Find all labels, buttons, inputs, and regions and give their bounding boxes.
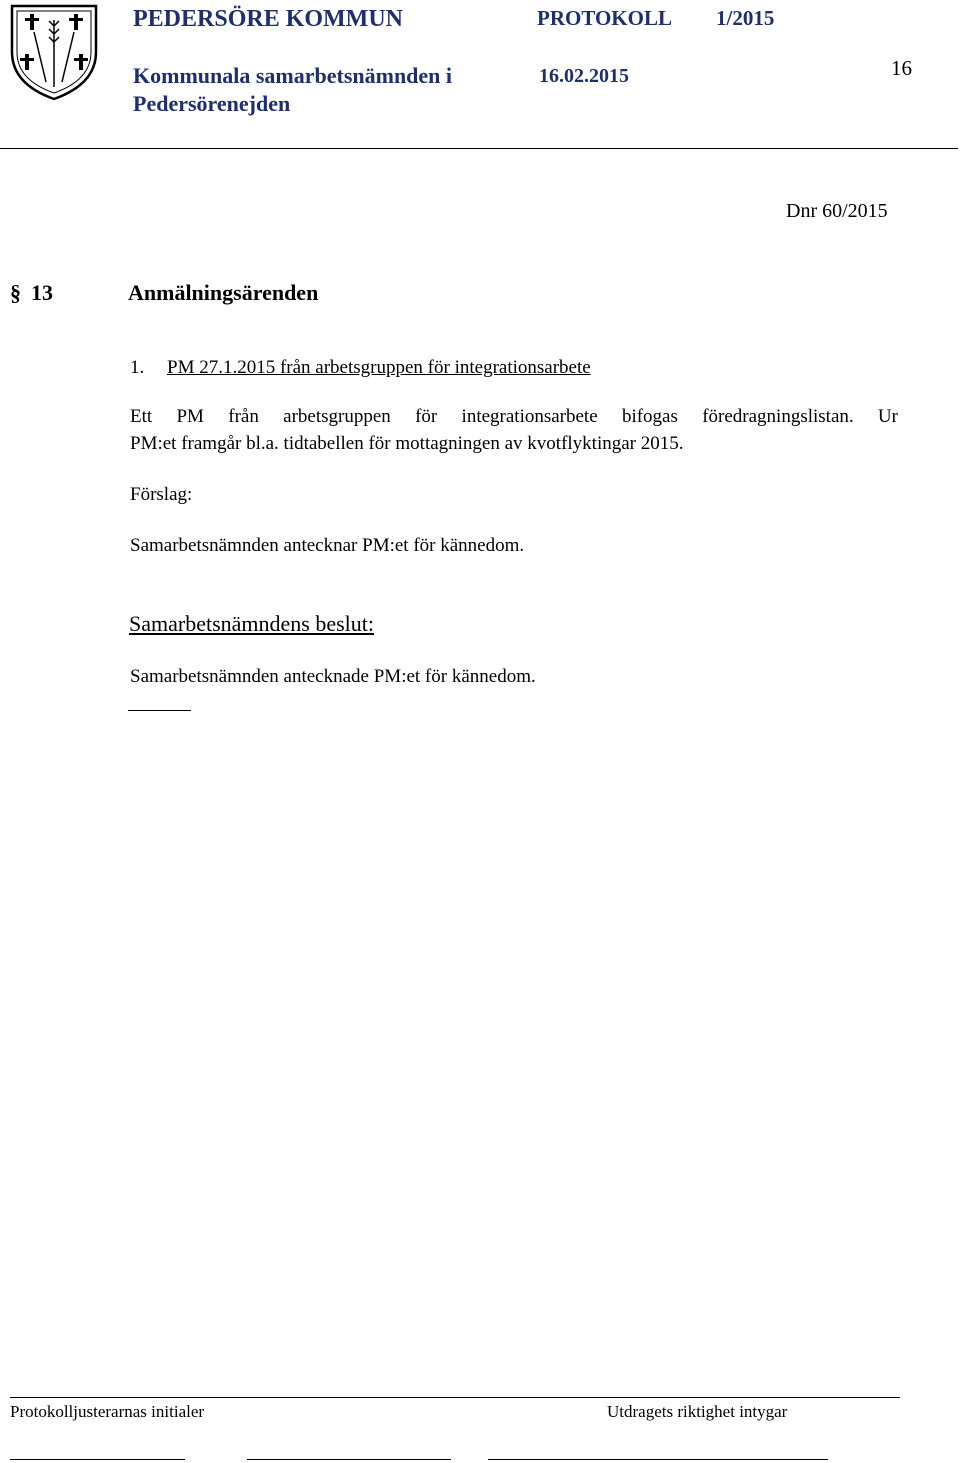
coat-of-arms-logo <box>8 2 100 102</box>
initials-signature-line-2 <box>247 1459 451 1460</box>
municipality-name: PEDERSÖRE KOMMUN <box>133 6 403 32</box>
footer-left-label: Protokolljusterarnas initialer <box>10 1402 205 1421</box>
item-number: 1. <box>130 357 145 378</box>
page-number: 16 <box>891 56 912 80</box>
footer-divider <box>10 1397 900 1398</box>
section-title: Anmälningsärenden <box>128 280 319 305</box>
section-symbol: § <box>10 280 21 305</box>
protocol-number: 1/2015 <box>716 6 775 30</box>
header-divider <box>0 148 958 149</box>
document-type: PROTOKOLL <box>537 6 672 30</box>
proposal-label: Förslag: <box>130 484 193 505</box>
case-dnr: Dnr 60/2015 <box>786 200 888 222</box>
item-body-line1: Ett PM från arbetsgruppen för integrationsarbete bifogas föredragningslistan. Ur <box>130 406 898 427</box>
item-title: PM 27.1.2015 från arbetsgruppen för integrationsarbete <box>167 357 591 378</box>
decision-text: Samarbetsnämnden antecknade PM:et för kännedom. <box>130 666 536 687</box>
decision-label: Samarbetsnämndens beslut: <box>129 611 375 636</box>
body-name-line2: Pedersörenejden <box>133 91 291 116</box>
section-number: 13 <box>31 280 53 305</box>
proposal-text: Samarbetsnämnden antecknar PM:et för kännedom. <box>130 535 525 556</box>
initials-signature-line-1 <box>10 1459 185 1460</box>
attestation-signature-line <box>488 1459 828 1460</box>
body-name-line1: Kommunala samarbetsnämnden i <box>133 63 453 88</box>
item-body-line2: PM:et framgår bl.a. tidtabellen för mottagningen av kvotflyktingar 2015. <box>130 433 684 454</box>
end-mark-line <box>128 710 191 711</box>
footer-right-label: Utdragets riktighet intygar <box>607 1402 788 1421</box>
meeting-date: 16.02.2015 <box>539 65 629 87</box>
